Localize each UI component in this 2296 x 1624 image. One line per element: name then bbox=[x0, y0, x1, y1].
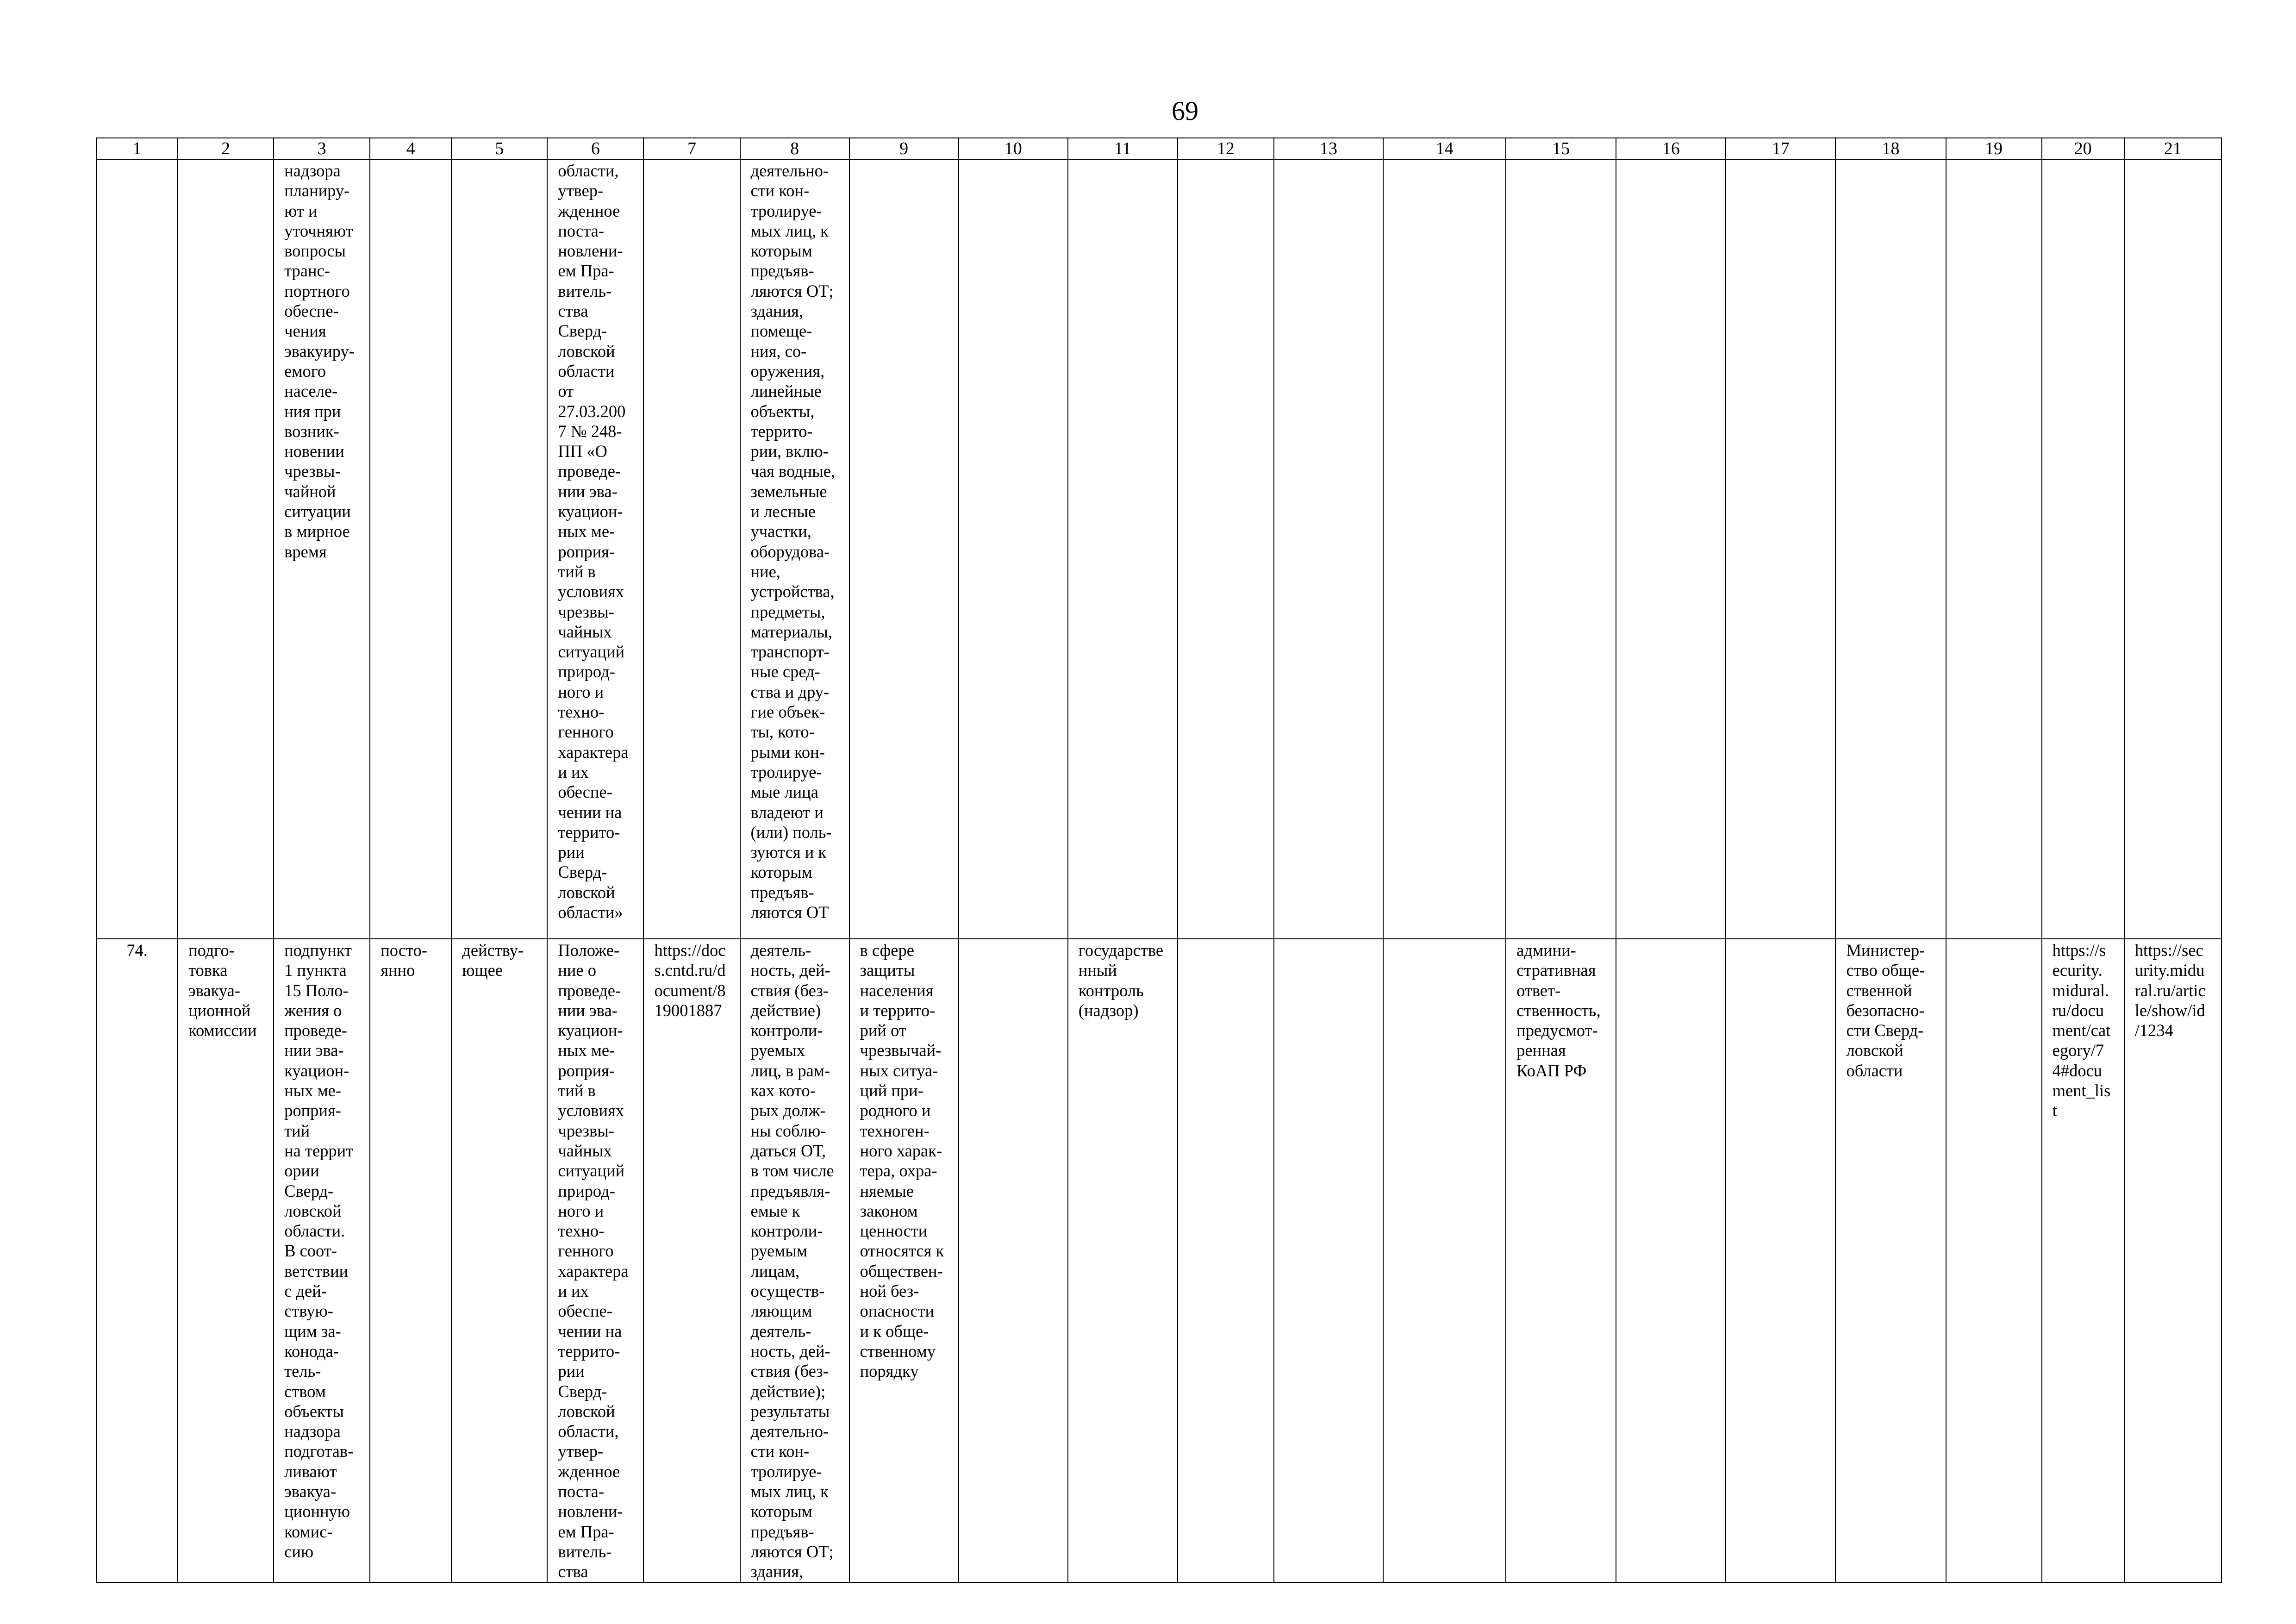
column-header: 4 bbox=[370, 138, 451, 159]
column-header: 13 bbox=[1274, 138, 1383, 159]
column-header: 21 bbox=[2124, 138, 2221, 159]
table-cell: подпункт 1 пункта 15 Поло- жения о проведе- нии эва- куацион- ных ме- роприя- тий на террит ории Сверд- ловской области. В соот- ветствии с дей- ствую- щим за- конода- тель- ством объекты надзора подготав- ливают эвакуа- ционную комис- сию bbox=[274, 939, 370, 1582]
table-cell bbox=[178, 159, 274, 939]
table-cell bbox=[1178, 159, 1274, 939]
table-cell: государстве нный контроль (надзор) bbox=[1068, 939, 1178, 1582]
table-cell: Положе- ние о проведе- нии эва- куацион- ных ме- роприя- тий в условиях чрезвы- чайных ситуаций природ- ного и техно- генного характера и их обеспе- чении на террито- рии Сверд- ловской области, утвер- жденное поста- новлени- ем Пра- витель- ства bbox=[547, 939, 643, 1582]
register-table bbox=[96, 137, 2222, 1583]
column-header: 2 bbox=[178, 138, 274, 159]
table-cell bbox=[1616, 939, 1726, 1582]
table-cell: Министер- ство обще- ственной безопасно- сти Сверд- ловской области bbox=[1835, 939, 1946, 1582]
table-cell bbox=[96, 159, 178, 939]
column-header: 10 bbox=[959, 138, 1068, 159]
column-header: 11 bbox=[1068, 138, 1178, 159]
column-header: 9 bbox=[849, 138, 959, 159]
column-header: 18 bbox=[1835, 138, 1946, 159]
column-header: 8 bbox=[740, 138, 849, 159]
table-cell bbox=[1726, 939, 1835, 1582]
table-cell bbox=[1178, 939, 1274, 1582]
table-cell bbox=[1946, 159, 2042, 939]
column-header: 5 bbox=[451, 138, 547, 159]
document-link-cell[interactable]: https://sec urity.midu ral.ru/artic le/show/id /1234 bbox=[2124, 939, 2221, 1582]
table-cell: подго- товка эвакуа- ционной комиссии bbox=[178, 939, 274, 1582]
table-cell bbox=[2124, 159, 2221, 939]
column-header: 3 bbox=[274, 138, 370, 159]
table-cell bbox=[370, 159, 451, 939]
table-cell bbox=[1274, 159, 1383, 939]
table-cell: надзора планиру- ют и уточняют вопросы транс- портного обеспе- чения эвакуиру- емого населе- ния при возник- новении чрезвы- чайной ситуации в мирное время bbox=[274, 159, 370, 939]
table-row bbox=[96, 939, 2221, 1582]
page-number: 69 bbox=[1172, 96, 1198, 126]
table-cell bbox=[849, 159, 959, 939]
column-header: 14 bbox=[1383, 138, 1506, 159]
column-number-header-row bbox=[96, 138, 2221, 159]
column-header: 7 bbox=[643, 138, 740, 159]
table-row bbox=[96, 159, 2221, 939]
table-cell bbox=[451, 159, 547, 939]
table-cell bbox=[1068, 159, 1178, 939]
table-cell bbox=[1726, 159, 1835, 939]
document-link-cell[interactable]: https://s ecurity. midural. ru/docu ment/cat egory/7 4#docu ment_lis t bbox=[2042, 939, 2124, 1582]
column-header: 12 bbox=[1178, 138, 1274, 159]
table-cell bbox=[1946, 939, 2042, 1582]
table-cell: действу- ющее bbox=[451, 939, 547, 1582]
table-cell: в сфере защиты населения и террито- рий от чрезвычай- ных ситуа- ций при- родного и техноген- ного харак- тера, охра- няемые законом ценности относятся к обществен- ной без- опасности и к обще- ственному порядку bbox=[849, 939, 959, 1582]
table-cell bbox=[959, 159, 1068, 939]
table-cell: посто- янно bbox=[370, 939, 451, 1582]
column-header: 1 bbox=[96, 138, 178, 159]
table-cell bbox=[1274, 939, 1383, 1582]
table-cell bbox=[1383, 939, 1506, 1582]
table-cell: деятель- ность, дей- ствия (без- действие) контроли- руемых лиц, в рам- ках кото- рых долж- ны соблю- даться ОТ, в том числе предъявля- емые к контроли- руемым лицам, осуществ- ляющим деятель- ность, дей- ствия (без- действие); результаты деятельно- сти кон- тролируе- мых лиц, к которым предъяв- ляются ОТ; здания, bbox=[740, 939, 849, 1582]
table-cell: области, утвер- жденное поста- новлени- ем Пра- витель- ства Сверд- ловской области от 27.03.200 7 № 248- ПП «О проведе- нии эва- куацион- ных ме- роприя- тий в условиях чрезвы- чайных ситуаций природ- ного и техно- генного характера и их обеспе- чении на террито- рии Сверд- ловской области» bbox=[547, 159, 643, 939]
table-cell bbox=[2042, 159, 2124, 939]
table-cell bbox=[1835, 159, 1946, 939]
document-link-cell[interactable]: https://doc s.cntd.ru/d ocument/8 19001887 bbox=[643, 939, 740, 1582]
table-cell: админи- стративная ответ- ственность, предусмот- ренная КоАП РФ bbox=[1506, 939, 1616, 1582]
column-header: 17 bbox=[1726, 138, 1835, 159]
column-header: 15 bbox=[1506, 138, 1616, 159]
column-header: 20 bbox=[2042, 138, 2124, 159]
column-header: 16 bbox=[1616, 138, 1726, 159]
table-cell bbox=[1506, 159, 1616, 939]
column-header: 19 bbox=[1946, 138, 2042, 159]
table-cell bbox=[959, 939, 1068, 1582]
table-cell bbox=[643, 159, 740, 939]
column-header: 6 bbox=[547, 138, 643, 159]
row-number-cell: 74. bbox=[96, 939, 178, 1582]
table-cell bbox=[1383, 159, 1506, 939]
table-cell: деятельно- сти кон- тролируе- мых лиц, к которым предъяв- ляются ОТ; здания, помеще- ния, со- оружения, линейные объекты, террито- рии, вклю- чая водные, земельные и лесные участки, оборудова- ние, устройства, предметы, материалы, транспорт- ные сред- ства и дру- гие объек- ты, кото- рыми кон- тролируе- мые лица владеют и (или) поль- зуются и к которым предъяв- ляются ОТ bbox=[740, 159, 849, 939]
table-cell bbox=[1616, 159, 1726, 939]
